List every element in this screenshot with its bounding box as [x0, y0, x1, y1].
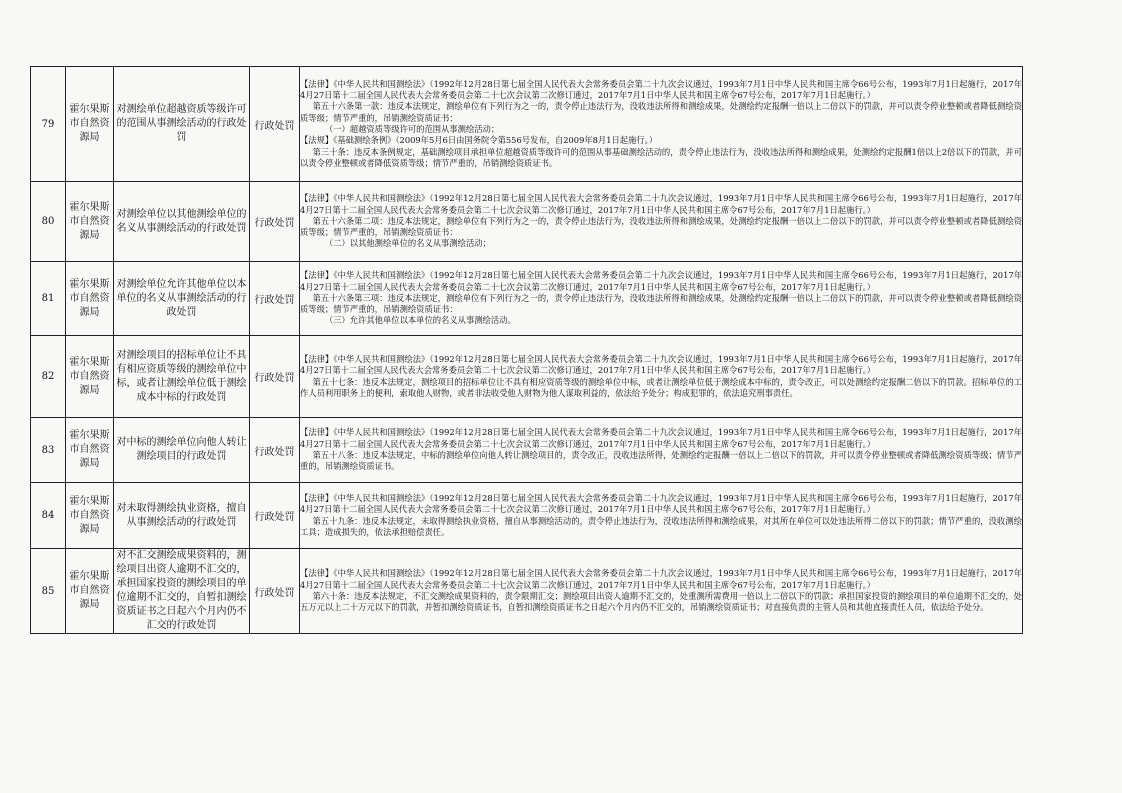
basis-paragraph: 第五十八条：违反本法规定，中标的测绘单位向他人转让测绘项目的，责令改正，没收违法所得，处测绘约定报酬一倍以上二倍以下的罚款，并可以责令停业整顿或者降低测绘资质等级；情节严重的，吊销测绘资质证书。: [300, 450, 1022, 472]
row-number: 83: [31, 418, 66, 483]
legal-basis: [300, 483, 1023, 549]
penalty-type: 行政处罚: [250, 336, 300, 418]
basis-paragraph: 【法律】《中华人民共和国测绘法》（1992年12月28日第七届全国人民代表大会常务委员会第二十九次会议通过，1993年7月1日中华人民共和国主席令66号公布，1993年7月1日起施行，2017年4月27日第十二届全国人民代表大会常务委员会第二十七次会议第二次修订通过，2017年7月1日中华人民共和国主席令67号公布，2017年7月1日起施行。）: [300, 492, 1022, 515]
row-number: 79: [31, 67, 66, 182]
row-number: 80: [31, 182, 66, 262]
legal-basis: [300, 336, 1023, 418]
basis-paragraph: 【法律】《中华人民共和国测绘法》（1992年12月28日第七届全国人民代表大会常务委员会第二十九次会议通过，1993年7月1日中华人民共和国主席令66号公布，1993年7月1日起施行，2017年4月27日第十二届全国人民代表大会常务委员会第二十七次会议第二次修订通过，2017年7月1日中华人民共和国主席令67号公布，2017年7月1日起施行。）: [300, 78, 1022, 101]
legal-basis: [300, 182, 1023, 262]
department: 霍尔果斯市自然资源局: [66, 67, 114, 182]
department: 霍尔果斯市自然资源局: [66, 549, 114, 634]
basis-paragraph: 第五十九条：违反本法规定，未取得测绘执业资格，擅自从事测绘活动的，责令停止违法行为，没收违法所得和测绘成果，对其所在单位可以处违法所得二倍以下的罚款；情节严重的，没收测绘工具；造成损失的，依法承担赔偿责任。: [300, 515, 1022, 537]
table-row: [31, 483, 1023, 549]
basis-paragraph: 第六十条：违反本法规定，不汇交测绘成果资料的，责令限期汇交；测绘项目出资人逾期不汇交的，处重测所需费用一倍以上二倍以下的罚款；承担国家投资的测绘项目的单位逾期不汇交的，处五万元以上二十万元以下的罚款，并暂扣测绘资质证书，自暂扣测绘资质证书之日起六个月内仍不汇交的，吊销测绘资质证书；对直接负责的主管人员和其他直接责任人员，依法给予处分。: [300, 591, 1022, 613]
table-row: [31, 262, 1023, 336]
basis-paragraph: （二）以其他测绘单位的名义从事测绘活动；: [324, 238, 491, 249]
penalty-item: 对测绘单位允许其他单位以本单位的名义从事测绘活动的行政处罚: [114, 262, 250, 336]
basis-paragraph: 【法律】《中华人民共和国测绘法》（1992年12月28日第七届全国人民代表大会常务委员会第二十九次会议通过，1993年7月1日中华人民共和国主席令66号公布，1993年7月1日起施行，2017年4月27日第十二届全国人民代表大会常务委员会第二十七次会议第二次修订通过，2017年7月1日中华人民共和国主席令67号公布，2017年7月1日起施行。）: [300, 353, 1022, 376]
basis-paragraph: （三）允许其他单位以本单位的名义从事测绘活动。: [324, 315, 516, 326]
penalty-type: 行政处罚: [250, 182, 300, 262]
basis-paragraph: 第五十六条第三项：违反本法规定，测绘单位有下列行为之一的，责令停止违法行为，没收违法所得和测绘成果，处测绘约定报酬一倍以上二倍以下的罚款，并可以责令停业整顿或者降低测绘资质等级；情节严重的，吊销测绘资质证书：: [300, 292, 1022, 315]
basis-paragraph: 第五十六条第二项：违反本法规定，测绘单位有下列行为之一的，责令停止违法行为，没收违法所得和测绘成果，处测绘约定报酬一倍以上二倍以下的罚款，并可以责令停业整顿或者降低测绘资质等级；情节严重的，吊销测绘资质证书：: [300, 215, 1022, 238]
basis-paragraph: 第五十七条：违反本法规定，测绘项目的招标单位让不具有相应资质等级的测绘单位中标，或者让测绘单位低于测绘成本中标的，责令改正，可以处测绘约定报酬二倍以下的罚款。招标单位的工作人员利用职务上的便利，索取他人财物，或者非法收受他人财物为他人谋取利益的，依法给予处分；构成犯罪的，依法追究刑事责任。: [300, 376, 1022, 398]
basis-paragraph: （一）超越资质等级许可的范围从事测绘活动；: [324, 124, 500, 134]
legal-basis: [300, 67, 1023, 182]
basis-paragraph: 【法规】《基础测绘条例》（2009年5月6日由国务院令第556号发布，自2009年8月1日起施行。）: [300, 135, 658, 146]
penalty-type: 行政处罚: [250, 67, 300, 182]
table-row: [31, 336, 1023, 418]
basis-paragraph: 【法律】《中华人民共和国测绘法》（1992年12月28日第七届全国人民代表大会常务委员会第二十九次会议通过，1993年7月1日中华人民共和国主席令66号公布，1993年7月1日起施行，2017年4月27日第十二届全国人民代表大会常务委员会第二十七次会议第二次修订通过，2017年7月1日中华人民共和国主席令67号公布，2017年7月1日起施行。）: [300, 270, 1022, 292]
penalty-type: 行政处罚: [250, 418, 300, 483]
penalty-type: 行政处罚: [250, 262, 300, 336]
penalty-item: 对未取得测绘执业资格，擅自从事测绘活动的行政处罚: [114, 483, 250, 549]
basis-paragraph: 【法律】《中华人民共和国测绘法》（1992年12月28日第七届全国人民代表大会常务委员会第二十九次会议通过，1993年7月1日中华人民共和国主席令66号公布，1993年7月1日起施行，2017年4月27日第十二届全国人民代表大会常务委员会第二十七次会议第二次修订通过，2017年7月1日中华人民共和国主席令67号公布，2017年7月1日起施行。）: [300, 427, 1022, 449]
row-number: 82: [31, 336, 66, 418]
basis-paragraph: 【法律】《中华人民共和国测绘法》（1992年12月28日第七届全国人民代表大会常务委员会第二十九次会议通过，1993年7月1日中华人民共和国主席令66号公布，1993年7月1日起施行，2017年4月27日第十二届全国人民代表大会常务委员会第二十七次会议第二次修订通过，2017年7月1日中华人民共和国主席令67号公布，2017年7月1日起施行。）: [300, 193, 1022, 215]
basis-paragraph: 第三十条：违反本条例规定，基础测绘项目承担单位超越资质等级许可的范围从事基础测绘活动的，责令停止违法行为，没收违法所得和测绘成果，处测绘约定报酬1倍以上2倍以下的罚款，并可以责令停业整顿或者降低资质等级；情节严重的，吊销测绘资质证书。: [300, 146, 1022, 168]
penalty-type: 行政处罚: [250, 483, 300, 549]
penalty-type: 行政处罚: [250, 549, 300, 634]
legal-basis: [300, 418, 1023, 483]
department: 霍尔果斯市自然资源局: [66, 182, 114, 262]
row-number: 85: [31, 549, 66, 634]
penalty-item: 对测绘项目的招标单位让不具有相应资质等级的测绘单位中标，或者让测绘单位低于测绘成本中标的行政处罚: [114, 336, 250, 418]
table-row: [31, 418, 1023, 483]
department: 霍尔果斯市自然资源局: [66, 483, 114, 549]
department: 霍尔果斯市自然资源局: [66, 418, 114, 483]
row-number: 81: [31, 262, 66, 336]
department: 霍尔果斯市自然资源局: [66, 336, 114, 418]
legal-basis: [300, 262, 1023, 336]
basis-paragraph: 第五十六条第一款：违反本法规定，测绘单位有下列行为之一的，责令停止违法行为，没收违法所得和测绘成果，处测绘约定报酬一倍以上二倍以下的罚款，并可以责令停业整顿或者降低测绘资质等级；情节严重的，吊销测绘资质证书：: [300, 101, 1022, 123]
department: 霍尔果斯市自然资源局: [66, 262, 114, 336]
penalty-table: [30, 66, 1023, 634]
table-row: [31, 67, 1023, 182]
penalty-item: 对中标的测绘单位向他人转让测绘项目的行政处罚: [114, 418, 250, 483]
legal-basis: [300, 549, 1023, 634]
basis-paragraph: 【法律】《中华人民共和国测绘法》（1992年12月28日第七届全国人民代表大会常务委员会第二十九次会议通过，1993年7月1日中华人民共和国主席令66号公布，1993年7月1日起施行，2017年4月27日第十二届全国人民代表大会常务委员会第二十七次会议第二次修订通过，2017年7月1日中华人民共和国主席令67号公布，2017年7月1日起施行。）: [300, 568, 1022, 590]
row-number: 84: [31, 483, 66, 549]
table-row: [31, 182, 1023, 262]
penalty-item: 对不汇交测绘成果资料的，测绘项目出资人逾期不汇交的，承担国家投资的测绘项目的单位逾期不汇交的，自暂扣测绘资质证书之日起六个月内仍不汇交的行政处罚: [114, 549, 250, 634]
table-row: [31, 549, 1023, 634]
penalty-item: 对测绘单位以其他测绘单位的名义从事测绘活动的行政处罚: [114, 182, 250, 262]
penalty-item: 对测绘单位超越资质等级许可的范围从事测绘活动的行政处罚: [114, 67, 250, 182]
